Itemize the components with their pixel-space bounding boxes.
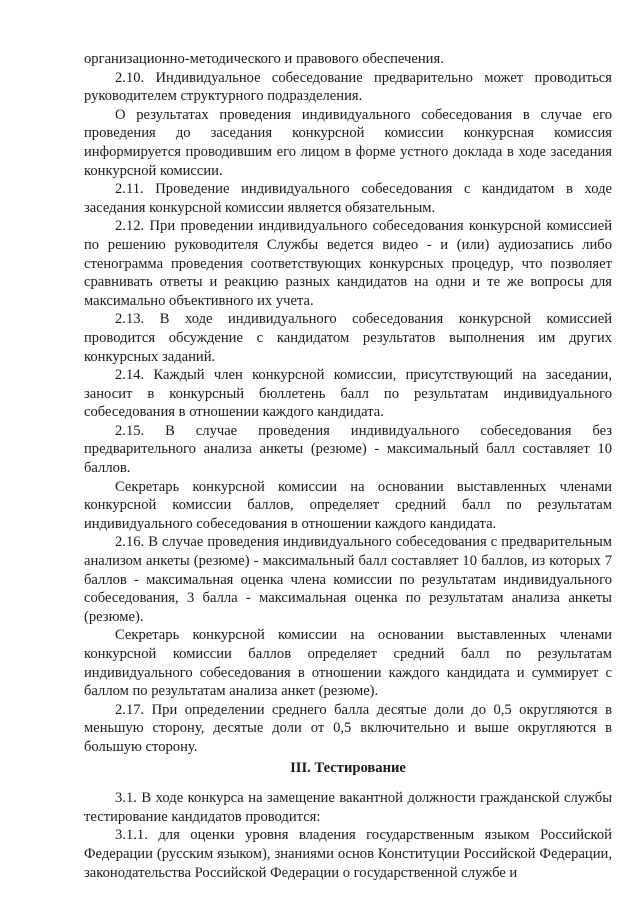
paragraph-2-16: 2.16. В случае проведения индивидуального собеседования с предварительным анализом анкеты (резюме) - максимальный балл составляет 10 баллов, из которых 7 баллов - максимальная оценка члена комиссии по результатам индивидуального собеседования, 3 балла - максимальная оценка по результатам анализа анкеты (резюме).: [84, 534, 612, 625]
section-heading: III. Тестирование: [290, 759, 406, 776]
paragraph-2-10: 2.10. Индивидуальное собеседование предварительно может проводиться руководителем структурного подразделения.: [84, 69, 612, 105]
paragraph-2-11: 2.11. Проведение индивидуального собеседования с кандидатом в ходе заседания конкурсной комиссии является обязательным.: [84, 181, 612, 216]
document-body: [84, 50, 612, 882]
paragraph-2-16-secretary: Секретарь конкурсной комиссии на основании выставленных членами конкурсной комиссии баллов определяет средний балл по результатам индивидуального собеседования в отношении каждого кандидата и суммирует с баллом по результатам анализа анкет (резюме).: [84, 627, 612, 700]
paragraph-3-1: 3.1. В ходе конкурса на замещение вакантной должности гражданской службы тестирование кандидатов проводится:: [84, 790, 612, 825]
paragraph-2-13: 2.13. В ходе индивидуального собеседования конкурсной комиссией проводится обсуждение с кандидатом результатов выполнения им других конкурсных заданий.: [84, 311, 612, 365]
paragraph-continuation: организационно-методического и правового обеспечения.: [84, 51, 444, 67]
paragraph-2-17: 2.17. При определении среднего балла десятые доли до 0,5 округляются в меньшую сторону, десятые доли от 0,5 включительно и выше округляются в большую сторону.: [84, 701, 612, 755]
paragraph-2-15-secretary: Секретарь конкурсной комиссии на основании выставленных членами конкурсной комиссии баллов, определяет средний балл по результатам индивидуального собеседования в отношении каждого кандидата.: [84, 478, 612, 532]
paragraph-2-10-results: О результатах проведения индивидуального собеседования в случае его проведения до заседания конкурсной комиссии конкурсная комиссия информируется проводившим его лицом в форме устного доклада в ходе заседания конкурсной комиссии.: [84, 106, 612, 179]
paragraph-2-14: 2.14. Каждый член конкурсной комиссии, присутствующий на заседании, заносит в конкурсный бюллетень балл по результатам индивидуального собеседования в отношении каждого кандидата.: [84, 367, 612, 421]
paragraph-2-15: 2.15. В случае проведения индивидуального собеседования без предварительного анализа анкеты (резюме) - максимальный балл составляет 10 баллов.: [84, 422, 612, 477]
paragraph-2-12: 2.12. При проведении индивидуального собеседования конкурсной комиссией по решению руководителя Службы ведется видео - и (или) аудиозапись либо стенограмма проведения соответствующих конкурсных процедур, что позволяет сравнивать ответы и реакцию разных кандидатов на одни и те же вопросы для максимально объективного их учета.: [84, 218, 612, 309]
paragraph-3-1-1: 3.1.1. для оценки уровня владения государственным языком Российской Федерации (русским языком), знаниями основ Конституции Российской Федерации, законодательства Российской Федерации о государственной службе и: [84, 827, 612, 881]
